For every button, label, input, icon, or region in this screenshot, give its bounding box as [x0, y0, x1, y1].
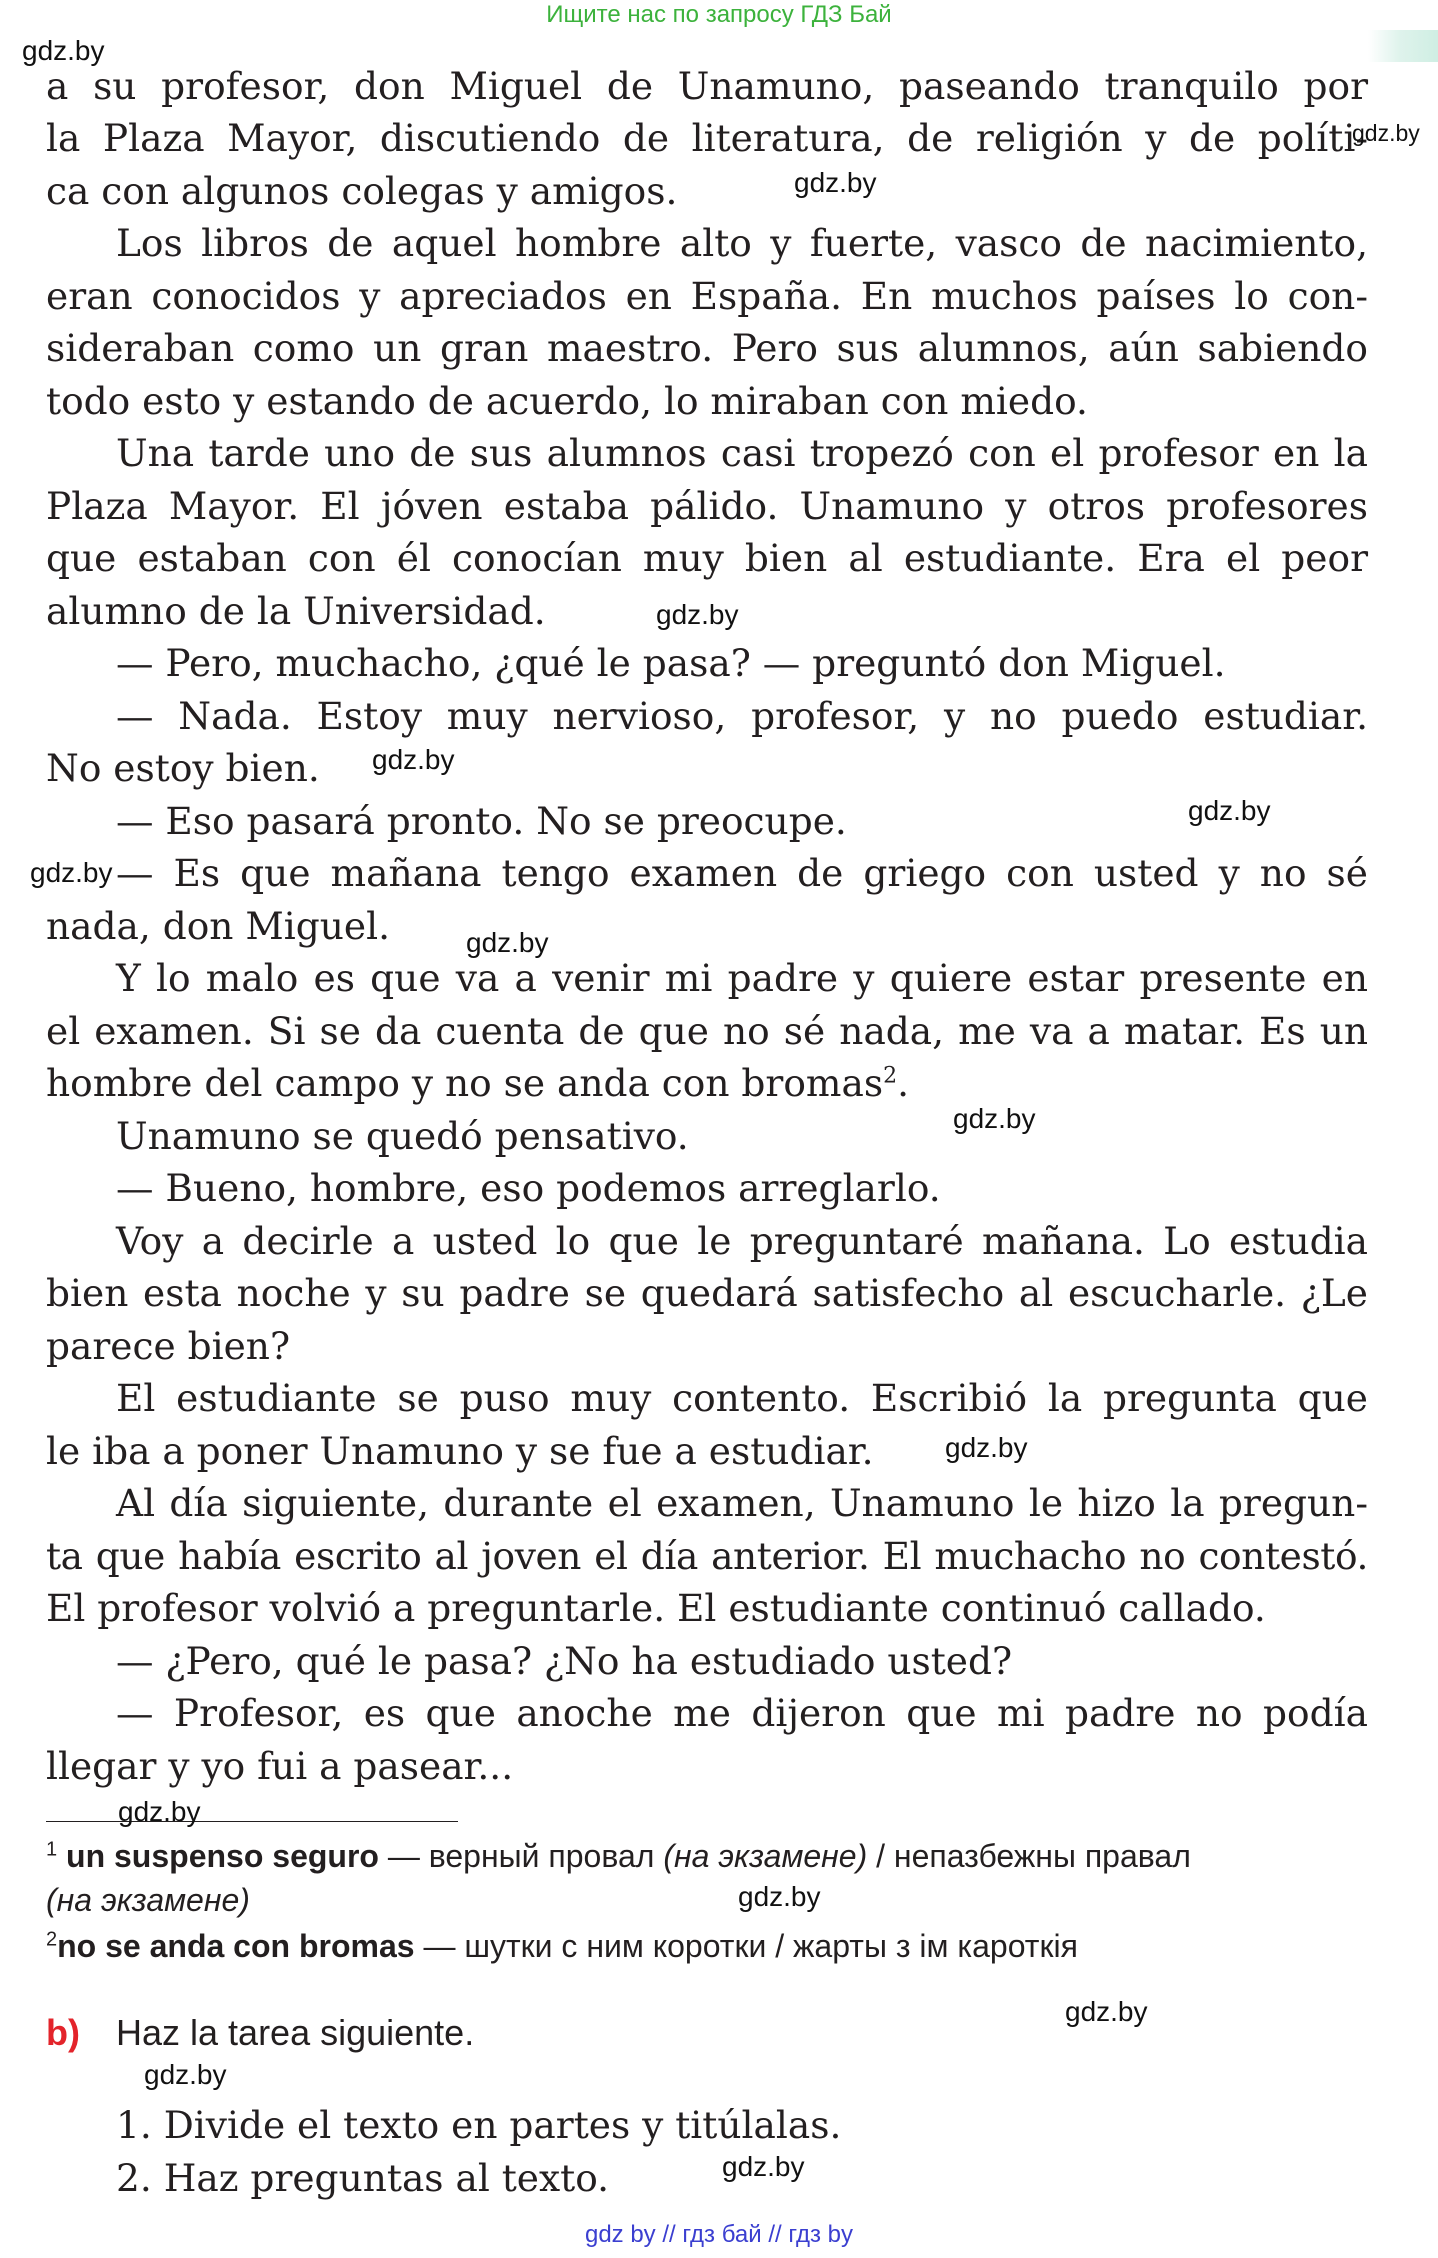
text-line: la Plaza Mayor, discutiendo de literatura, de religión y de políti- — [46, 116, 1368, 160]
footnote-term: no se anda con bromas — [57, 1928, 415, 1964]
watermark: gdz.by — [722, 2151, 805, 2182]
watermark: gdz.by — [1065, 1996, 1148, 2027]
text-line: eran conocidos y apreciados en España. En muchos países lo con- — [46, 274, 1368, 318]
text-line: Los libros de aquel hombre alto y fuerte, vasco de nacimiento, — [116, 221, 1368, 265]
watermark: gdz.by — [118, 1796, 201, 1827]
footnote-1 — [46, 1834, 1191, 1878]
footnote-paren: (на экзамене) — [46, 1882, 250, 1918]
text-line: todo esto y estando de acuerdo, lo miraban con miedo. — [46, 379, 1088, 423]
text-line: — Es que mañana tengo examen de griego con usted y no sé — [116, 851, 1368, 895]
text-line: le iba a poner Unamuno y se fue a estudiar. — [46, 1429, 874, 1473]
footnote-number: 2 — [46, 1928, 58, 1951]
footnote-text: / непазбежны правал — [867, 1838, 1191, 1874]
text-line: Y lo malo es que va a venir mi padre y quiere estar presente en — [116, 956, 1368, 1000]
text-line: — Eso pasará pronto. No se preocupe. — [116, 799, 847, 843]
text-line: — Profesor, es que anoche me dijeron que mi padre no podía — [116, 1691, 1368, 1735]
watermark: gdz.by — [466, 927, 549, 958]
footer-links[interactable]: gdz by // гдз бай // гдз by — [584, 2221, 854, 2248]
footnote-paren: (на экзамене) — [663, 1838, 868, 1874]
footnote-1-cont — [46, 1878, 250, 1922]
text-line: Unamuno se quedó pensativo. — [116, 1114, 689, 1158]
footnote-2 — [46, 1924, 1078, 1968]
text-line: El estudiante se puso muy contento. Escribió la pregunta que — [116, 1376, 1368, 1420]
task-label: b) — [46, 2012, 80, 2053]
text-line: nada, don Miguel. — [46, 904, 391, 948]
text-line: bien esta noche y su padre se quedará satisfecho al escucharle. ¿Le — [46, 1271, 1368, 1315]
footnote-divider — [46, 1821, 458, 1822]
text-line: Plaza Mayor. El jóven estaba pálido. Unamuno y otros profesores — [46, 484, 1368, 528]
text-line: parece bien? — [46, 1324, 291, 1368]
text-line: ta que había escrito al joven el día anterior. El muchacho no contestó. — [46, 1534, 1368, 1578]
text-line: — Pero, muchacho, ¿qué le pasa? — preguntó don Miguel. — [116, 641, 1226, 685]
header-search-hint[interactable]: Ищите нас по запросу ГДЗ Бай — [546, 1, 892, 28]
watermark: gdz.by — [738, 1881, 821, 1912]
task-title: Haz la tarea siguiente. — [116, 2012, 475, 2053]
text-line: — Nada. Estoy muy nervioso, profesor, y no puedo estudiar. — [116, 694, 1368, 738]
text-line-content: hombre del campo y no se anda con bromas — [46, 1061, 884, 1105]
text-line: alumno de la Universidad. — [46, 589, 546, 633]
footnote-number: 1 — [46, 1838, 58, 1861]
text-line: el examen. Si se da cuenta de que no sé nada, me va a matar. Es un — [46, 1009, 1368, 1053]
watermark: gdz.by — [1352, 120, 1420, 146]
text-line: Voy a decirle a usted lo que le preguntaré mañana. Lo estudia — [116, 1219, 1368, 1263]
footnote-term: un suspenso seguro — [66, 1838, 379, 1874]
text-line: hombre del campo y no se anda con bromas$^2$. — [46, 1061, 910, 1105]
watermark: gdz.by — [1188, 795, 1271, 826]
watermark: gdz.by — [372, 744, 455, 775]
text-line: Una tarde uno de sus alumnos casi tropezó con el profesor en la — [116, 431, 1368, 475]
watermark: gdz.by — [30, 857, 113, 888]
watermark: gdz.by — [656, 599, 739, 630]
text-line: llegar y yo fui a pasear... — [46, 1744, 514, 1788]
footnote-text: — шутки с ним коротки / жарты з ім кароткія — [414, 1928, 1078, 1964]
footnote-text: — верный провал — [378, 1838, 664, 1874]
watermark: gdz.by — [953, 1103, 1036, 1134]
text-line: ca con algunos colegas y amigos. — [46, 169, 678, 213]
text-line: — ¿Pero, qué le pasa? ¿No ha estudiado usted? — [116, 1639, 1013, 1683]
watermark: gdz.by — [22, 35, 105, 66]
text-line: sideraban como un gran maestro. Pero sus alumnos, aún sabiendo — [46, 326, 1368, 370]
text-line: Al día siguiente, durante el examen, Unamuno le hizo la pregun- — [116, 1481, 1368, 1525]
watermark: gdz.by — [945, 1432, 1028, 1463]
footnote-ref-2: 2 — [883, 1063, 898, 1089]
task-item: 1. Divide el texto en partes y titúlalas. — [116, 2103, 842, 2147]
text-line: a su profesor, don Miguel de Unamuno, paseando tranquilo por — [46, 64, 1368, 108]
watermark: gdz.by — [794, 167, 877, 198]
text-line: El profesor volvió a preguntarle. El estudiante continuó callado. — [46, 1586, 1266, 1630]
corner-tab — [1368, 30, 1438, 62]
text-line: que estaban con él conocían muy bien al estudiante. Era el peor — [46, 536, 1368, 580]
text-line: No estoy bien. — [46, 746, 320, 790]
text-line: — Bueno, hombre, eso podemos arreglarlo. — [116, 1166, 941, 1210]
watermark: gdz.by — [144, 2059, 227, 2090]
task-item: 2. Haz preguntas al texto. — [116, 2156, 610, 2200]
